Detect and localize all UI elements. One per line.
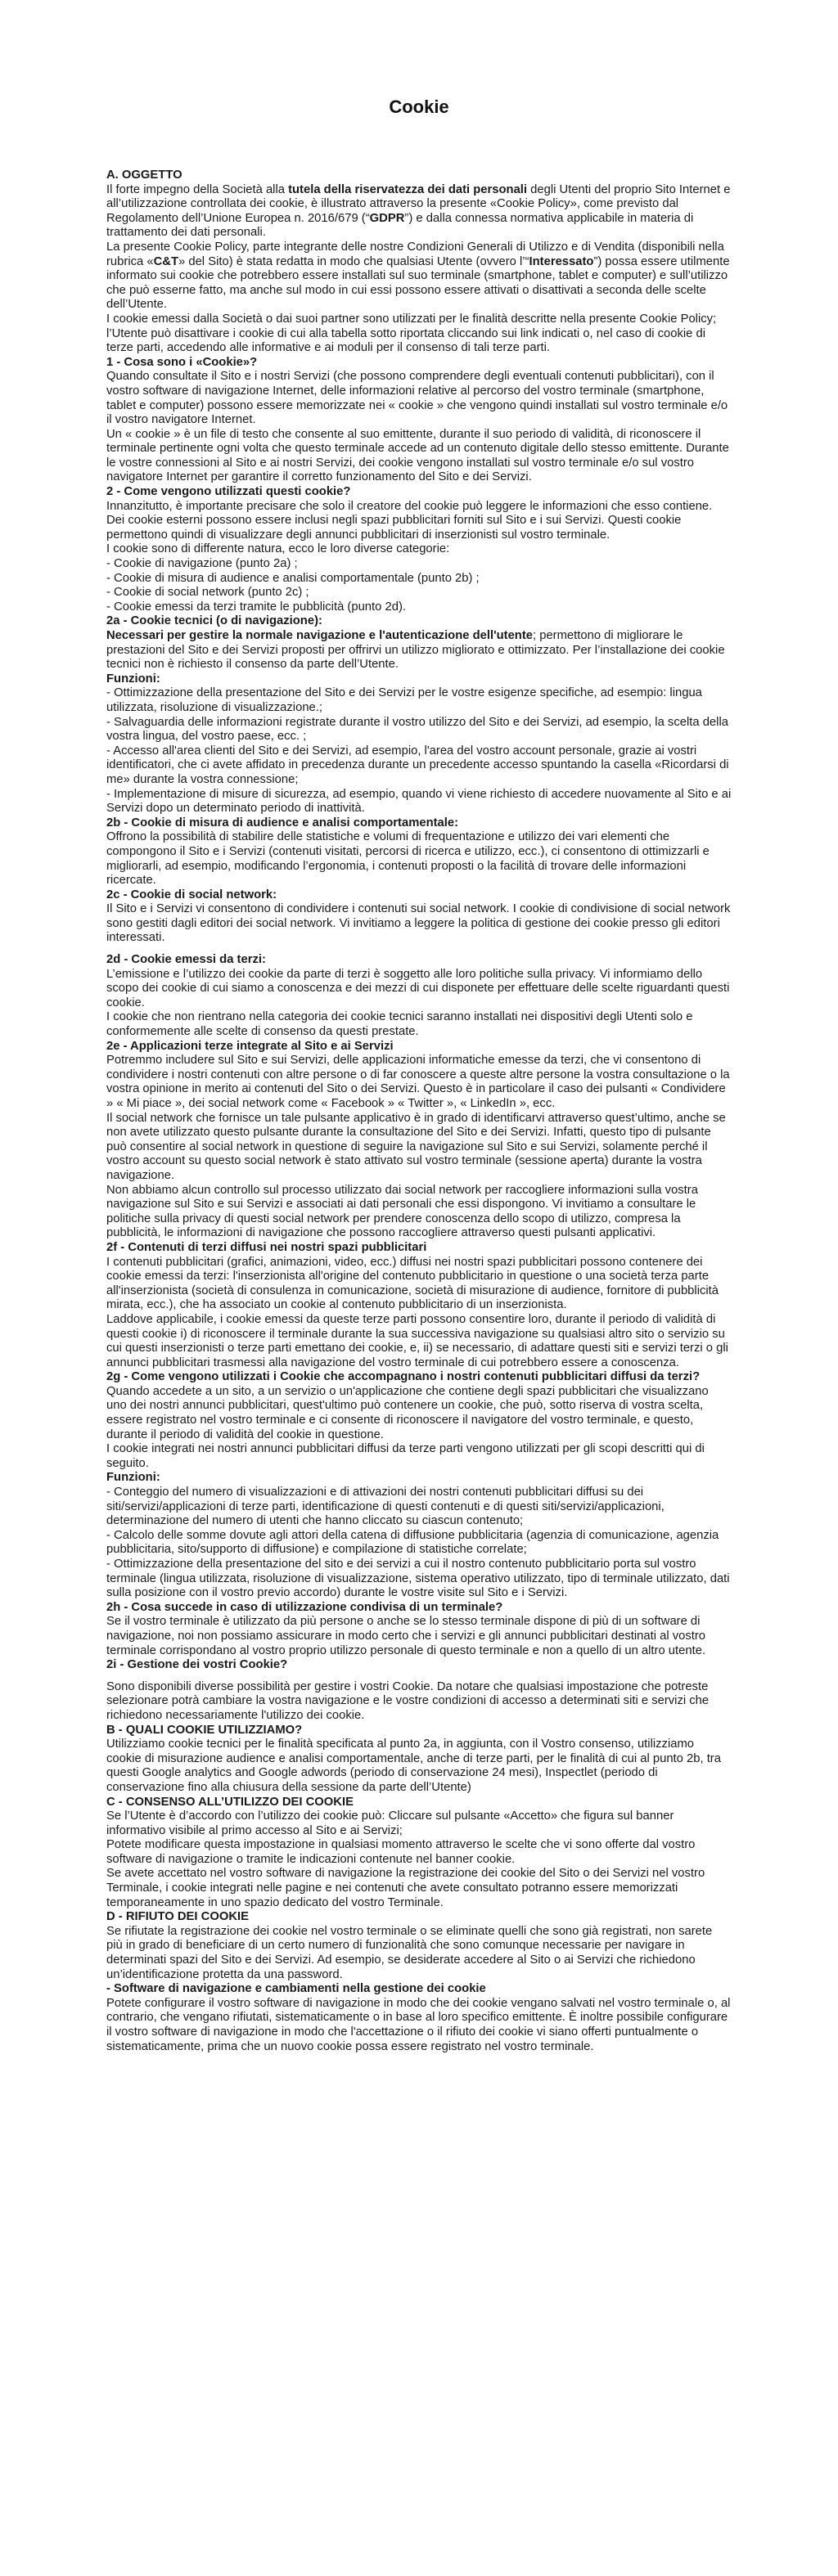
bold-text: Necessari per gestire la normale navigazione e l'autenticazione dell'utente <box>106 629 533 642</box>
paragraph: Non abbiamo alcun controllo sul processo utilizzato dai social network per raccogliere informazioni sulla vostra navigazione sul Sito e sui Servizi e associati ai dati personali che essi dispongono. Vi invitiamo a consultare le politiche sulla privacy di questi social network per prendere conoscenza dello scopo di utilizzo, compresa la pubblicità, le informazioni di navigazione che possono raccogliere attraverso questi pulsanti applicativi. <box>106 1183 698 1240</box>
paragraph: - Cookie di navigazione (punto 2a) ; <box>106 557 298 571</box>
bold-text: C&T <box>153 254 178 268</box>
paragraph: - Cookie di misura di audience e analisi comportamentale (punto 2b) ; <box>106 571 480 585</box>
paragraph: - Ottimizzazione della presentazione del Sito e dei Servizi per le vostre esigenze specifiche, ad esempio: lingua utilizzata, risoluzione di visualizzazione.; <box>106 686 702 714</box>
paragraph: Quando consultate il Sito e i nostri Servizi (che possono comprendere degli eventuali contenuti pubblicitari), con il vostro software di navigazione Internet, delle informazioni relative al percorso del vostro terminale (smartphone, tablet e computer) possono essere memorizzate nei « cookie » che vengono quindi installati sul vostro terminale e/o il vostro navigatore Internet. <box>106 370 728 427</box>
section-heading: 2i - Gestione dei vostri Cookie? <box>106 1658 288 1672</box>
text-run: La presente Cookie Policy, parte integrante delle nostre Condizioni Generali di Utilizzo e di Vendita (disponibili nella rubrica « <box>106 240 724 268</box>
paragraph: Offrono la possibilità di stabilire delle statistiche e volumi di frequentazione e utilizzo dei vari elementi che compongono il Sito e i Servizi (contenuti visitati, percorsi di ricerca e utilizzo, ecc.), ci consentono di ottimizzarli e migliorarli, ad esempio, modificando l’ergonomia, i contenuti proposti o la facilità di trovare delle informazioni ricercate. <box>106 830 710 888</box>
paragraph: Il social network che fornisce un tale pulsante applicativo è in grado di identificarvi attraverso quest’ultimo, anche se non avete utilizzato questo pulsante durante la consultazione del Sito e dei Servizi. Infatti, questo tipo di pulsante può consentire al social network in questione di seguire la navigazione sul Sito e sui Servizi, solamente perché il vostro account su questo social network è stato attivato sul vostro terminale (sessione aperta) durante la vostra navigazione. <box>106 1111 726 1182</box>
bold-text: tutela della riservatezza dei dati personali <box>288 182 528 196</box>
paragraph: Innanzitutto, è importante precisare che solo il creatore del cookie può leggere le informazioni che esso contiene. Dei cookie esterni possono essere inclusi negli spazi pubblicitari forniti sul Sito e i sui Servizi. Questi cookie permettono quindi di visualizzare degli annunci pubblicitari di inserzionisti sul vostro terminale. <box>106 499 713 542</box>
section-heading: 2e - Applicazioni terze integrate al Sito e ai Servizi <box>106 1039 394 1053</box>
paragraph: - Implementazione di misure di sicurezza, ad esempio, quando vi viene richiesto di accedere nuovamente al Sito e ai Servizi dopo un determinato periodo di inattività. <box>106 787 732 816</box>
paragraph: Il Sito e i Servizi vi consentono di condividere i contenuti sui social network. I cookie di condivisione di social network sono gestiti dagli editori dei social network. Vi invitiamo a leggere la politica di gestione dei cookie presso gli editori interessati. <box>106 902 731 945</box>
section-heading: 2a - Cookie tecnici (o di navigazione): <box>106 614 322 628</box>
paragraph <box>106 183 732 241</box>
section-heading: A. OGGETTO <box>106 169 182 182</box>
paragraph: - Calcolo delle somme dovute agli attori della catena di diffusione pubblicitaria (agenzia di comunicazione, agenzia pubblicitaria, sito/supporto di diffusione) e compilazione di statistiche correlate; <box>106 1528 719 1557</box>
section-heading: - Software di navigazione e cambiamenti nella gestione dei cookie <box>106 1982 486 1996</box>
text-run: ”) possa essere utilmente informato sui cookie che potrebbero essere installati sul suo terminale (smartphone, tablet e computer) e sull’utilizzo che può esserne fatto, ma anche sul modo in cui essi possono essere attivati o disattivati a seconda delle scelte dell’Utente. <box>106 254 730 312</box>
paragraph: - Ottimizzazione della presentazione del sito e dei servizi a cui il nostro contenuto pubblicitario porta sul vostro terminale (lingua utilizzata, risoluzione di visualizzazione, sistema operativo utilizzato, tipo di terminale utilizzato, dati sulla posizione con il vostro previo accordo) durante le vostre visite sul Sito e i Servizi. <box>106 1558 730 1600</box>
section-heading: D - RIFIUTO DEI COOKIE <box>106 1910 250 1924</box>
paragraph: - Salvaguardia delle informazioni registrate durante il vostro utilizzo del Sito e dei Servizi, ad esempio, la scelta della vostra lingua, del vostro paese, ecc. ; <box>106 715 728 744</box>
section-heading: Funzioni: <box>106 672 160 686</box>
paragraph: Se l’Utente è d’accordo con l’utilizzo dei cookie può: Cliccare sul pulsante «Accetto» che figura sul banner informativo visibile al primo accesso al Sito e ai Servizi; <box>106 1809 674 1837</box>
paragraph: I cookie che non rientrano nella categoria dei cookie tecnici saranno installati nei dispositivi degli Utenti solo e conformemente alle scelte di consenso da questi prestate. <box>106 1010 693 1039</box>
bold-text: Interessato <box>529 254 594 268</box>
section-heading: B - QUALI COOKIE UTILIZZIAMO? <box>106 1723 303 1737</box>
section-heading: 2 - Come vengono utilizzati questi cookie? <box>106 485 351 499</box>
text-run: degli Utenti del proprio Sito Internet e all’utilizzazione controllata dei cookie, è illustrato attraverso la presente «Cookie Policy», come previsto dal Regolamento dell’Unione Europea n. 2016/679 (“ <box>106 182 731 225</box>
section-heading: Funzioni: <box>106 1471 160 1485</box>
paragraph: - Cookie di social network (punto 2c) ; <box>106 586 309 600</box>
paragraph: Se il vostro terminale è utilizzato da più persone o anche se lo stesso terminale dispone di più di un software di navigazione, noi non possiamo assicurare in modo certo che i servizi e gli annunci pubblicitari destinati al vostro terminale corrispondano al vostro proprio utilizzo personale di questo terminale e non a quello di un altro utente. <box>106 1615 706 1657</box>
paragraph: Sono disponibili diverse possibilità per gestire i vostri Cookie. Da notare che qualsiasi impostazione che potreste selezionare potrà cambiare la vostra navigazione e le vostre condizioni di accesso a determinati siti e servizi che richiedono necessariamente l'utilizzo dei cookie. <box>106 1679 710 1722</box>
bold-text: GDPR <box>369 211 405 225</box>
policy-document <box>106 169 732 2054</box>
paragraph: - Conteggio del numero di visualizzazioni e di attivazioni dei nostri contenuti pubblicitari diffusi su dei siti/servizi/applicazioni di terze parti, identificazione di questi contenuti e di questi siti/servizi/applicazioni, determinazione del numero di utenti che hanno cliccato su ciascun contenuto; <box>106 1486 665 1528</box>
section-heading: 1 - Cosa sono i «Cookie»? <box>106 355 258 369</box>
section-heading: 2g - Come vengono utilizzati i Cookie che accompagnano i nostri contenuti pubblicitari diffusi da terzi? <box>106 1370 701 1384</box>
text-run: ”) e dalla connessa normativa applicabile in materia di trattamento dei dati personali. <box>106 211 694 240</box>
text-run: » del Sito) è stata redatta in modo che qualsiasi Utente (ovvero l’“ <box>178 254 529 268</box>
section-heading: 2f - Contenuti di terzi diffusi nei nostri spazi pubblicitari <box>106 1240 427 1254</box>
paragraph: Un « cookie » è un file di testo che consente al suo emittente, durante il suo periodo di validità, di riconoscere il terminale pertinente ogni volta che questo terminale accede ad un contenuto digitale dello stesso emittente. Durante le vostre connessioni al Sito e ai nostri Servizi, dei cookie vengono installati sul vostro terminale e/o sul vostro navigatore Internet per garantire il corretto funzionamento del Sito e dei Servizi. <box>106 427 729 484</box>
paragraph: I cookie sono di differente natura, ecco le loro diverse categorie: <box>106 542 450 556</box>
section-heading: C - CONSENSO ALL’UTILIZZO DEI COOKIE <box>106 1795 354 1809</box>
text-run: Il forte impegno della Società alla <box>106 182 289 196</box>
section-heading: 2h - Cosa succede in caso di utilizzazione condivisa di un terminale? <box>106 1600 503 1614</box>
paragraph: Se rifiutate la registrazione dei cookie nel vostro terminale o se eliminate quelli che sono già registrati, non sarete più in grado di beneficiare di un certo numero di funzionalità che sono comunque necessarie per navigare in determinati spazi del Sito e dei Servizi. Ad esempio, se desiderate accedere al Sito o ai Servizi che richiedono un’identificazione protetta da una password. <box>106 1924 713 1981</box>
page-title: Cookie <box>389 97 449 117</box>
paragraph: - Cookie emessi da terzi tramite le pubblicità (punto 2d). <box>106 600 406 614</box>
paragraph: Se avete accettato nel vostro software di navigazione la registrazione dei cookie del Sito o dei Servizi nel vostro Terminale, i cookie integrati nelle pagine e nei contenuti che avete consultato potranno essere memorizzati temporaneamente in uno spazio dedicato del vostro Terminale. <box>106 1867 705 1909</box>
section-heading: 2b - Cookie di misura di audience e analisi comportamentale: <box>106 816 459 829</box>
paragraph: Laddove applicabile, i cookie emessi da queste terze parti possono consentire loro, durante il periodo di validità di questi cookie i) di riconoscere il terminale durante la sua successiva navigazione su qualsiasi altro sito o servizio su cui questi inserzionisti o terze parti emettano dei cookie, e, ii) se necessario, di adattare questi siti e servizi terzi o gli annunci pubblicitari trasmessi alla navigazione del vostro terminale di cui potrebbero essere a conoscenza. <box>106 1312 728 1369</box>
paragraph: Potete configurare il vostro software di navigazione in modo che dei cookie vengano salvati nel vostro terminale o, al contrario, che vengano rifiutati, sistematicamente o in base al loro specifico emittente. È inoltre possibile configurare il vostro software di navigazione in modo che l'accettazione o il rifiuto dei cookie vi siano offerti puntualmente o sistematicamente, prima che un nuovo cookie possa essere registrato nel vostro terminale. <box>106 1996 731 2053</box>
paragraph: L’emissione e l’utilizzo dei cookie da parte di terzi è soggetto alle loro politiche sulla privacy. Vi informiamo dello scopo dei cookie di cui siamo a conoscenza e dei mezzi di cui disponete per effettuare delle scelte riguardanti questi cookie. <box>106 967 730 1009</box>
paragraph <box>106 241 732 312</box>
paragraph: I contenuti pubblicitari (grafici, animazioni, video, ecc.) diffusi nei nostri spazi pubblicitari possono contenere dei cookie emessi da terzi: l'inserzionista all'origine del contenuto pubblicitario in questione o una società terza parte all'inserzionista (società di consulenza in comunicazione, società di misurazione di audience, fornitore di pubblicità mirata, ecc.), che ha associato un cookie al contenuto pubblicitario di un inserzionista. <box>106 1255 719 1312</box>
paragraph: Quando accedete a un sito, a un servizio o un'applicazione che contiene degli spazi pubblicitari che visualizzano uno dei nostri annunci pubblicitari, quest'ultimo può contenere un cookie, che può, sotto riserva di vostra scelta, essere registrato nel vostro terminale e ci consente di riconoscere il navigatore del vostro terminale, e questo, durante il periodo di validità del cookie in questione. <box>106 1384 709 1441</box>
paragraph: - Accesso all'area clienti del Sito e dei Servizi, ad esempio, l'area del vostro account personale, grazie ai vostri identificatori, che ci avete affidato in precedenza durante un precedente accesso spuntando la casella «Ricordarsi di me» durante la vostra connessione; <box>106 744 729 786</box>
section-heading: 2c - Cookie di social network: <box>106 888 277 901</box>
paragraph: I cookie integrati nei nostri annunci pubblicitari diffusi da terze parti vengono utilizzati per gli scopi descritti qui di seguito. <box>106 1442 705 1470</box>
section-heading: 2d - Cookie emessi da terzi: <box>106 953 266 967</box>
text-run: ; permettono di migliorare le prestazioni del Sito e dei Servizi proposti per offrirvi un utilizzo migliorato e ottimizzato. Per l’installazione dei cookie tecnici non è richiesto il consenso da parte dell’Utente. <box>106 629 725 672</box>
paragraph: I cookie emessi dalla Società o dai suoi partner sono utilizzati per le finalità descritte nella presente Cookie Policy; l’Utente può disattivare i cookie di cui alla tabella sotto riportata cliccando sui link indicati o, nel caso di cookie di terze parti, accedendo alle informative e ai moduli per il consenso di tali terze parti. <box>106 312 717 355</box>
paragraph: Potete modificare questa impostazione in qualsiasi momento attraverso le scelte che vi sono offerte dal vostro software di navigazione o tramite le indicazioni contenute nel banner cookie. <box>106 1838 696 1866</box>
paragraph: Utilizziamo cookie tecnici per le finalità specificata al punto 2a, in aggiunta, con il Vostro consenso, utilizziamo cookie di misurazione audience e analisi comportamentale, anche di terze parti, per le finalità di cui al punto 2b, tra questi Google analytics and Google adwords (periodo di conservazione 24 mesi), Inspectlet (periodo di conservazione fino alla chiusura della sessione da parte dell’Utente) <box>106 1738 721 1794</box>
paragraph <box>106 629 732 672</box>
paragraph: Potremmo includere sul Sito e sui Servizi, delle applicazioni informatiche emesse da terzi, che vi consentono di condividere i nostri contenuti con altre persone o di far conoscere a queste altre persone la vostra consultazione o la vostra opinione in merito ai contenuti del Sito o dei Servizi. Questo è in particolare il caso dei pulsanti « Condividere » « Mi piace », dei social network come « Facebook » « Twitter », « LinkedIn », ecc. <box>106 1054 730 1110</box>
